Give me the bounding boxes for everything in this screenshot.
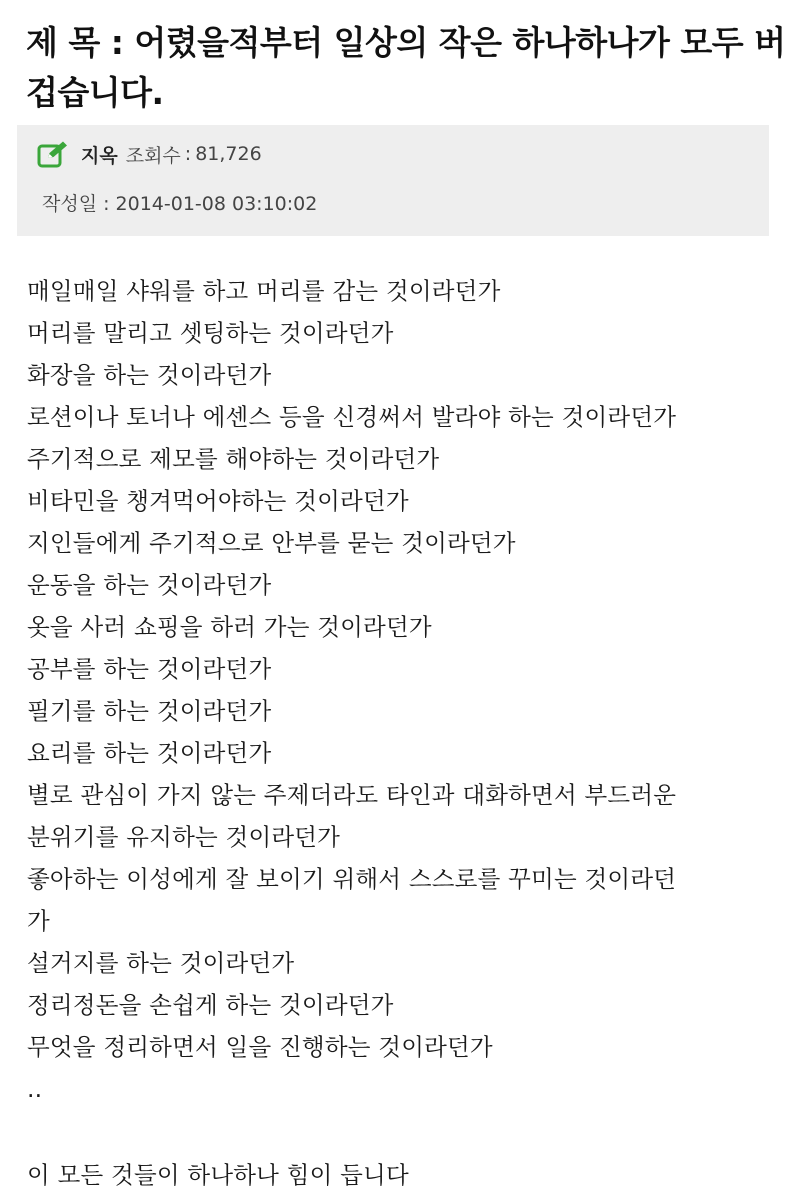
post-body: [27, 270, 787, 1110]
author-name[interactable]: 지옥: [81, 144, 118, 167]
body-line: 화장을 하는 것이라던가: [27, 361, 272, 389]
views-separator: :: [184, 143, 192, 165]
body-line: 옷을 사러 쇼핑을 하러 가는 것이라던가: [27, 613, 432, 641]
body-line: 정리정돈을 손쉽게 하는 것이라던가: [27, 991, 394, 1019]
body-line: 분위기를 유지하는 것이라던가: [27, 823, 341, 851]
post-title: 제 목 : 어렸을적부터 일상의 작은 하나하나가 모두 버겁습니다.: [26, 23, 786, 112]
body-line: 비타민을 챙겨먹어야하는 것이라던가: [27, 487, 409, 515]
body-line: 필기를 하는 것이라던가: [27, 697, 272, 725]
body-line: 주기적으로 제모를 해야하는 것이라던가: [27, 445, 440, 473]
body-line: 로션이나 토너나 에센스 등을 신경써서 발라야 하는 것이라던가: [27, 403, 677, 431]
body-line: 머리를 말리고 셋팅하는 것이라던가: [27, 319, 394, 347]
body-line: 좋아하는 이성에게 잘 보이기 위해서 스스로를 꾸미는 것이라던: [27, 865, 677, 893]
edit-icon: [37, 139, 71, 169]
meta-author-row: [37, 139, 262, 169]
body-line: 매일매일 샤워를 하고 머리를 감는 것이라던가: [27, 277, 501, 305]
views-label: 조회수: [125, 144, 181, 167]
body-line: 요리를 하는 것이라던가: [27, 739, 272, 767]
post-date: 작성일 : 2014-01-08 03:10:02: [42, 193, 318, 215]
body-line: 설거지를 하는 것이라던가: [27, 949, 295, 977]
body-line: 지인들에게 주기적으로 안부를 묻는 것이라던가: [27, 529, 516, 557]
post-meta: [17, 125, 769, 236]
post-closing-line: 이 모든 것들이 하나하나 힘이 듭니다: [27, 1161, 409, 1189]
body-line: 별로 관심이 가지 않는 주제더라도 타인과 대화하면서 부드러운: [27, 781, 677, 809]
body-line: 공부를 하는 것이라던가: [27, 655, 272, 683]
body-line: 가: [27, 907, 50, 935]
body-line: 무엇을 정리하면서 일을 진행하는 것이라던가: [27, 1033, 493, 1061]
body-line: ..: [27, 1075, 43, 1103]
body-line: 운동을 하는 것이라던가: [27, 571, 272, 599]
views-count: 81,726: [195, 143, 262, 165]
